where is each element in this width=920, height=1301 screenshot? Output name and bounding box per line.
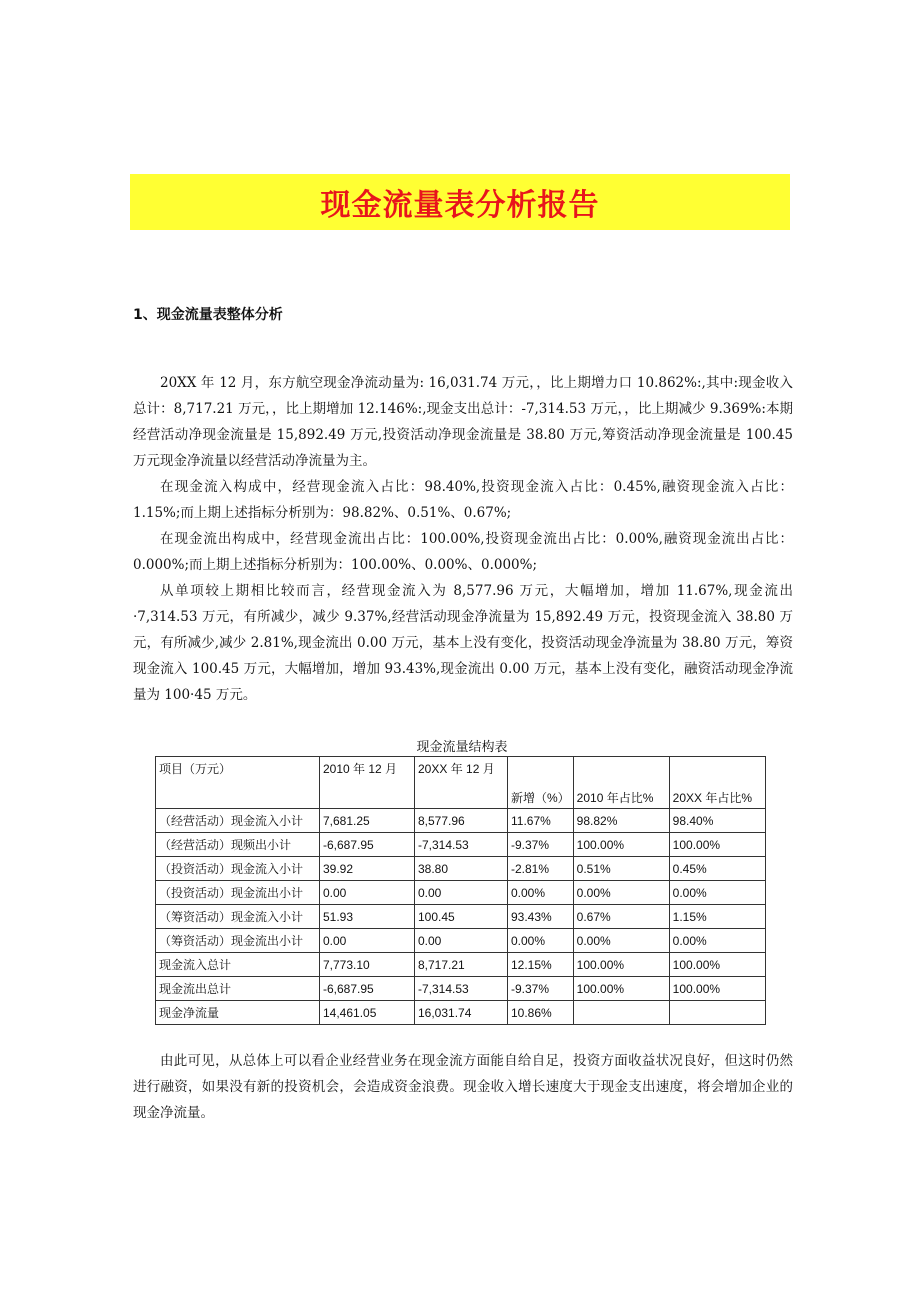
header-2010: 2010 年 12 月: [320, 757, 415, 809]
table-cell: 100.00%: [669, 977, 765, 1001]
table-header-row: [156, 757, 766, 809]
table-cell: 0.00: [415, 881, 508, 905]
table-cell: 0.00%: [669, 881, 765, 905]
table-cell: -7,314.53: [415, 977, 508, 1001]
header-growth: 新增（%）: [508, 757, 574, 809]
table-row: [156, 833, 766, 857]
table-cell: 39.92: [320, 857, 415, 881]
table-cell: 100.00%: [573, 977, 669, 1001]
table-cell: 100.00%: [669, 833, 765, 857]
header-item: 项目（万元）: [156, 757, 320, 809]
table-cell: 0.00: [320, 929, 415, 953]
table-row: [156, 881, 766, 905]
table-cell: （筹资活动）现金流入小计: [156, 905, 320, 929]
header-share-20xx: 20XX 年占比%: [669, 757, 765, 809]
header-share-2010: 2010 年占比%: [573, 757, 669, 809]
table-cell: （经营活动）现金流入小计: [156, 809, 320, 833]
table-row: [156, 953, 766, 977]
table-cell: 98.40%: [669, 809, 765, 833]
table-cell: 0.00: [415, 929, 508, 953]
table-cell: 11.67%: [508, 809, 574, 833]
table-cell: 98.82%: [573, 809, 669, 833]
table-cell: [573, 1001, 669, 1025]
table-cell: 100.00%: [669, 953, 765, 977]
table-cell: 7,681.25: [320, 809, 415, 833]
cash-flow-structure-table: [155, 756, 766, 1025]
table-row: [156, 929, 766, 953]
table-cell: 100.00%: [573, 953, 669, 977]
paragraph-comparison: 从单项较上期相比较而言，经营现金流入为 8,577.96 万元，大幅增加，增加 11.67%,现金流出·7,314.53 万元，有所减少，减少 9.37%,经营活动现金净流量为 15,892.49 万元，投资现金流入 38.80 万元，有所减少,减少 2.81%,现金流出 0.00 万元，基本上没有变化，投资活动现金净流量为 38.80 万元，筹资现金流入 100.45 万元，大幅增加，增加 93.43%,现金流出 0.00 万元，基本上没有变化，融资活动现金净流量为 100·45 万元。: [133, 583, 793, 703]
table-row: [156, 857, 766, 881]
table-cell: 7,773.10: [320, 953, 415, 977]
table-cell: 0.00%: [573, 881, 669, 905]
title-banner: [130, 174, 790, 230]
conclusion-text: 由此可见，从总体上可以看企业经营业务在现金流方面能自给自足，投资方面收益状况良好，但这时仍然进行融资，如果没有新的投资机会，会造成资金浪费。现金收入增长速度大于现金支出速度，将会增加企业的现金净流量。: [133, 1053, 793, 1121]
table-cell: -2.81%: [508, 857, 574, 881]
table-cell: 现金净流量: [156, 1001, 320, 1025]
table-cell: 0.51%: [573, 857, 669, 881]
table-cell: 14,461.05: [320, 1001, 415, 1025]
table-row: [156, 809, 766, 833]
table-cell: 93.43%: [508, 905, 574, 929]
table-cell: 10.86%: [508, 1001, 574, 1025]
table-cell: -7,314.53: [415, 833, 508, 857]
table-cell: [669, 1001, 765, 1025]
table-cell: 100.45: [415, 905, 508, 929]
table-caption: 现金流量结构表: [416, 740, 508, 755]
table-cell: 1.15%: [669, 905, 765, 929]
paragraph-outflow: 在现金流出构成中，经营现金流出占比：100.00%,投资现金流出占比：0.00%,融资现金流出占比：0.000%;而上期上述指标分析别为：100.00%、0.00%、0.000%;: [133, 531, 793, 573]
table-cell: （经营活动）现频出小计: [156, 833, 320, 857]
header-20xx: 20XX 年 12 月: [415, 757, 508, 809]
table-cell: -9.37%: [508, 833, 574, 857]
table-cell: -6,687.95: [320, 833, 415, 857]
table-cell: -6,687.95: [320, 977, 415, 1001]
table-row: [156, 1001, 766, 1025]
table-cell: 0.00: [320, 881, 415, 905]
page-title: 现金流量表分析报告: [320, 188, 600, 223]
table-cell: 0.00%: [669, 929, 765, 953]
table-cell: 16,031.74: [415, 1001, 508, 1025]
table-cell: 12.15%: [508, 953, 574, 977]
table-cell: 0.00%: [573, 929, 669, 953]
table-cell: 100.00%: [573, 833, 669, 857]
table-cell: 8,577.96: [415, 809, 508, 833]
analysis-paragraphs: [133, 370, 793, 708]
conclusion-paragraph: [133, 1048, 793, 1126]
table-cell: -9.37%: [508, 977, 574, 1001]
paragraph-summary: 20XX 年 12 月，东方航空现金净流动量为: 16,031.74 万元，，比上期增力口 10.862%:,其中:现金收入总计：8,717.21 万元，，比上期增加 12.146%:,现金支出总计：-7,314.53 万元，，比上期减少 9.369%:本期经营活动净现金流量是 15,892.49 万元,投资活动净现金流量是 38.80 万元,筹资活动净现金流量是 100.45 万元现金净流量以经营活动净流量为主。: [133, 375, 793, 469]
table-cell: （投资活动）现金流入小计: [156, 857, 320, 881]
table-row: [156, 977, 766, 1001]
table-row: [156, 905, 766, 929]
table-cell: 0.00%: [508, 929, 574, 953]
table-cell: 现金流出总计: [156, 977, 320, 1001]
table-cell: （投资活动）现金流出小计: [156, 881, 320, 905]
table-cell: 现金流入总计: [156, 953, 320, 977]
table-cell: 8,717.21: [415, 953, 508, 977]
table-cell: 51.93: [320, 905, 415, 929]
table-cell: 0.00%: [508, 881, 574, 905]
table-cell: （筹资活动）现金流出小计: [156, 929, 320, 953]
section-heading: 1、现金流量表整体分析: [133, 307, 283, 323]
table-cell: 0.67%: [573, 905, 669, 929]
table-cell: 0.45%: [669, 857, 765, 881]
paragraph-inflow: 在现金流入构成中，经营现金流入占比：98.40%,投资现金流入占比：0.45%,融资现金流入占比：1.15%;而上期上述指标分析别为：98.82%、0.51%、0.67%;: [133, 479, 793, 521]
table-cell: 38.80: [415, 857, 508, 881]
